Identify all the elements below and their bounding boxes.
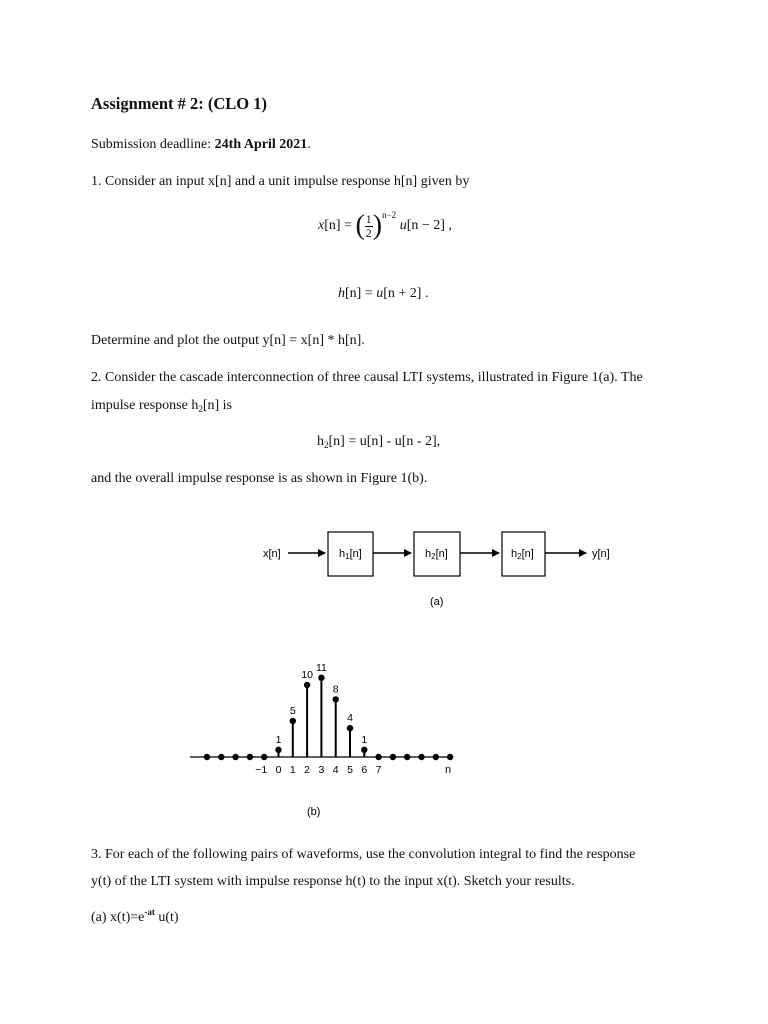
stem-tick-label: 2 bbox=[304, 764, 311, 776]
h1-post: [n] bbox=[349, 548, 362, 560]
stem-point bbox=[404, 754, 410, 760]
eq2-u: u bbox=[376, 286, 384, 301]
deadline-end: . bbox=[307, 137, 311, 152]
stem-xlabel: n bbox=[445, 764, 452, 776]
stem-tick-label: 3 bbox=[318, 764, 325, 776]
stem-point bbox=[333, 696, 339, 702]
q2-line2-pre: impulse response h bbox=[91, 398, 199, 413]
eq1-left-paren: ( bbox=[355, 210, 365, 241]
stem-tick-label: 1 bbox=[289, 764, 296, 776]
question-1-task: Determine and plot the output y[n] = x[n] * h[n]. bbox=[91, 333, 365, 348]
page-title: Assignment # 2: (CLO 1) bbox=[91, 94, 267, 113]
stem-caption: (b) bbox=[307, 806, 321, 818]
h2a-pre: h bbox=[425, 548, 432, 560]
stem-point bbox=[218, 754, 224, 760]
stem-point bbox=[418, 754, 424, 760]
eq-h2-post: [n] = u[n] - u[n - 2], bbox=[328, 434, 441, 449]
q3a-sup: -at bbox=[144, 907, 155, 917]
fig-a-caption: (a) bbox=[430, 596, 444, 608]
eq2-u-arg: [n + 2] . bbox=[383, 286, 429, 301]
h2b-post: [n] bbox=[521, 548, 534, 560]
stem-value-label: 5 bbox=[289, 705, 296, 717]
h2a-post: [n] bbox=[435, 548, 448, 560]
stem-point bbox=[275, 747, 281, 753]
eq1-exponent: n−2 bbox=[382, 210, 397, 221]
deadline-label: Submission deadline: bbox=[91, 137, 215, 152]
eq1-lhs-rest: [n] = bbox=[324, 218, 352, 234]
eq2-h: h bbox=[338, 286, 345, 301]
question-3-line-2: y(t) of the LTI system with impulse response h(t) to the input x(t). Sketch your results. bbox=[91, 874, 575, 889]
deadline-date: 24th April 2021 bbox=[214, 137, 308, 152]
stem-point bbox=[247, 754, 253, 760]
q3a-post: u(t) bbox=[154, 910, 179, 925]
eq1-u: u bbox=[399, 218, 407, 234]
question-3-line-1: 3. For each of the following pairs of waveforms, use the convolution integral to find the response bbox=[91, 847, 636, 862]
stem-tick-label: 0 bbox=[275, 764, 282, 776]
stem-value-label: 4 bbox=[347, 712, 353, 725]
stem-tick-label: 7 bbox=[375, 764, 382, 776]
stem-point bbox=[433, 754, 439, 760]
h1-sub: 1 bbox=[345, 552, 350, 561]
stem-tick-label: 6 bbox=[361, 764, 368, 776]
stem-point bbox=[361, 747, 367, 753]
eq-h2-sub: 2 bbox=[324, 440, 329, 450]
stem-point bbox=[375, 754, 381, 760]
stem-value-label: 1 bbox=[361, 733, 368, 746]
eq1-lhs-var: x bbox=[318, 218, 325, 234]
fig-a-output-label: y[n] bbox=[592, 548, 610, 560]
stem-tick-label: −1 bbox=[255, 764, 268, 776]
h2b-pre: h bbox=[511, 548, 518, 560]
stem-tick-label: 4 bbox=[332, 764, 339, 776]
eq1-frac-num: 1 bbox=[365, 211, 372, 226]
eq1-right-paren: ) bbox=[372, 210, 383, 241]
stem-point bbox=[261, 754, 267, 760]
stem-point bbox=[232, 754, 238, 760]
h2a-sub: 2 bbox=[431, 552, 436, 561]
h2b-sub: 2 bbox=[517, 552, 522, 561]
stem-point bbox=[347, 725, 353, 731]
q3a-pre: (a) x(t)=e bbox=[91, 910, 145, 925]
q2-line2-post: [n] is bbox=[202, 398, 232, 413]
eq2-h-rest: [n] = bbox=[345, 286, 377, 301]
eq1-frac-den: 2 bbox=[365, 225, 372, 240]
stem-point bbox=[318, 675, 324, 681]
stem-point bbox=[447, 754, 453, 760]
fig-a-input-label: x[n] bbox=[263, 548, 281, 560]
stem-value-label: 1 bbox=[275, 733, 282, 746]
stem-value-label: 11 bbox=[315, 661, 327, 674]
stem-point bbox=[290, 718, 296, 724]
stem-point bbox=[390, 754, 396, 760]
question-2-after: and the overall impulse response is as shown in Figure 1(b). bbox=[91, 471, 428, 486]
eq-h2-pre: h bbox=[317, 434, 324, 449]
question-1-intro: 1. Consider an input x[n] and a unit impulse response h[n] given by bbox=[91, 174, 470, 189]
h1-pre: h bbox=[339, 548, 346, 560]
stem-value-label: 10 bbox=[301, 669, 313, 681]
stem-value-label: 8 bbox=[332, 683, 339, 696]
stem-point bbox=[204, 754, 210, 760]
eq1-u-arg: [n − 2] , bbox=[406, 218, 452, 234]
stem-tick-label: 5 bbox=[347, 764, 353, 776]
stem-point bbox=[304, 682, 310, 688]
q2-line2-sub: 2 bbox=[198, 404, 203, 414]
question-3-part-a bbox=[91, 909, 179, 927]
question-2-line-1: 2. Consider the cascade interconnection of three causal LTI systems, illustrated in Figure 1(a). The bbox=[91, 370, 643, 385]
